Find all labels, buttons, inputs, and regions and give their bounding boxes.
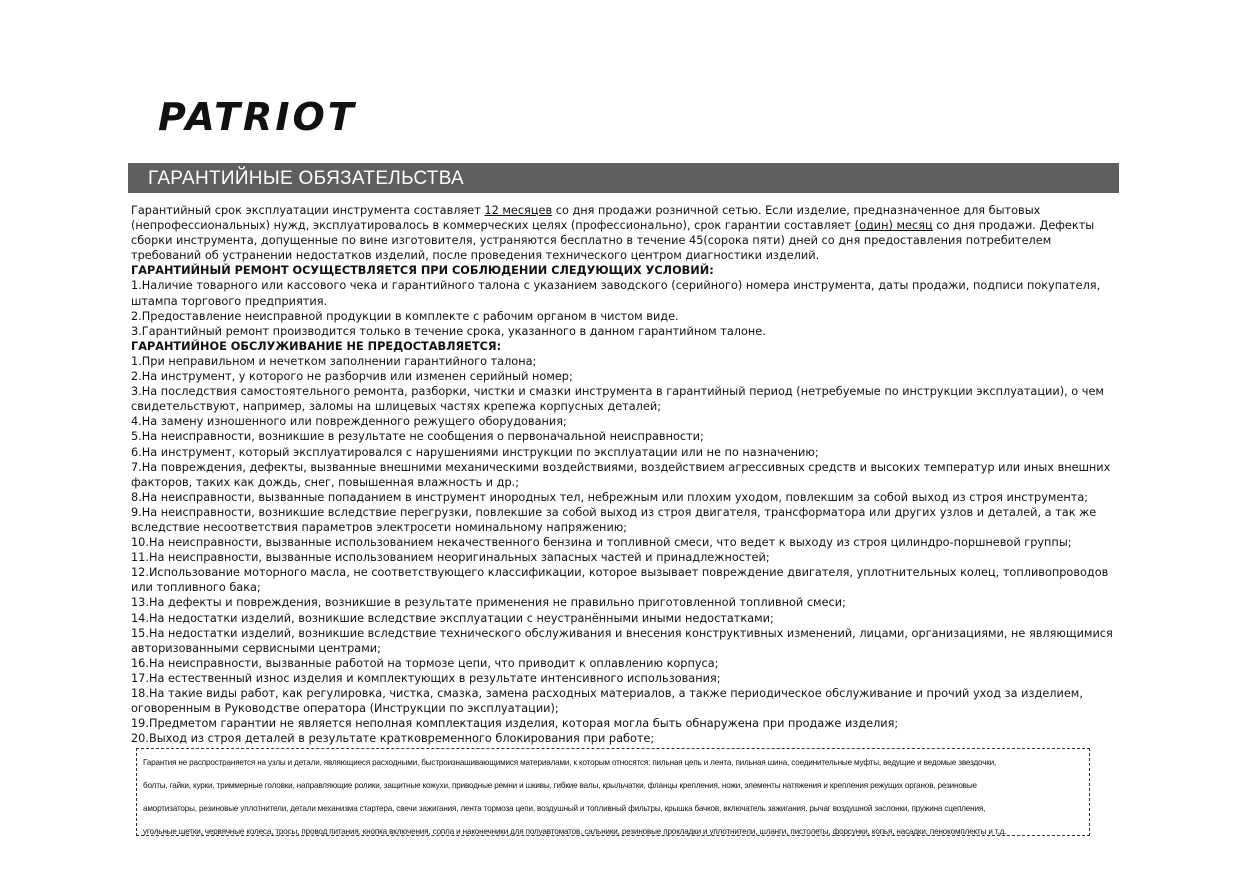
warranty-text [131,203,1121,746]
exclusion-item: 19.Предметом гарантии не является неполная комплектация изделия, которая могла быть обнаружена при продаже изделия; [131,717,899,731]
note-line: Гарантия не распространяется на узлы и детали, являющиеся расходными, быстроизнашивающимися материалами, к которым относятся: пильная цепь и лента, пильная шина, соединительные муфты, ведущие и ведомые звездочки, [143,758,997,767]
exclusion-item: 14.На недостатки изделий, возникшие вследствие эксплуатации с неустранёнными иными недостатками; [131,611,774,625]
intro-part2: со дня продажи розничной сетью. Если изделие, предназначенное для бытовых (непрофессиональных) нужд, эксплуатировалось в коммерческих целях (профессионально), срок гарантии составляет [131,204,1041,233]
exclusion-item: 13.На дефекты и повреждения, возникшие в результате применения не правильно приготовленной топливной смеси; [131,596,846,610]
exclusion-item: 18.На такие виды работ, как регулировка, чистка, смазка, замена расходных материалов, а также периодическое обслуживание и прочий уход за изделием, оговоренным в Руководстве оператора (Инструкции по эксплуатации); [131,687,1083,716]
note-line: болты, гайки, курки, триммерные головки, направляющие ролики, защитные кожухи, приводные ремни и шкивы, гибкие валы, крыльчатки, фланцы крепления, ножи, элементы натяжения и крепления режущих органов, резиновые [143,781,977,790]
exclusion-item: 10.На неисправности, вызванные использованием некачественного бензина и топливной смеси, что ведет к выходу из строя цилиндро-поршневой группы; [131,536,1072,550]
exclusion-item: 1.При неправильном и нечетком заполнении гарантийного талона; [131,354,537,368]
commercial-term: (один) месяц [854,219,933,233]
condition-item: 3.Гарантийный ремонт производится только в течение срока, указанного в данном гарантийном талоне. [131,324,766,338]
intro-part1: Гарантийный срок эксплуатации инструмента составляет [131,204,485,217]
consumables-note-box [136,748,1090,836]
exclusion-item: 11.На неисправности, вызванные использованием неоригинальных запасных частей и принадлежностей; [131,551,770,565]
section-title: ГАРАНТИЙНЫЕ ОБЯЗАТЕЛЬСТВА [148,168,465,189]
exclusion-item: 16.На неисправности, вызванные работой на тормозе цепи, что приводит к оплавлению корпуса; [131,656,719,670]
exclusion-item: 12.Использование моторного масла, не соответствующего классификации, которое вызывает повреждение двигателя, уплотнительных колец, топливопроводов или топливного бака; [131,566,1109,595]
exclusion-item: 15.На недостатки изделий, возникшие вследствие технического обслуживания и внесения конструктивных изменений, лицами, организациями, не являющимися авторизованными сервисными центрами; [131,626,1113,655]
exclusions-heading: ГАРАНТИЙНОЕ ОБСЛУЖИВАНИЕ НЕ ПРЕДОСТАВЛЯЕТСЯ: [131,339,502,353]
exclusion-item: 17.На естественный износ изделия и комплектующих в результате интенсивного использования; [131,671,721,685]
intro-paragraph [131,203,1121,263]
section-title-bar [128,163,1119,193]
exclusion-item: 5.На неисправности, возникшие в результате не сообщения о первоначальной неисправности; [131,430,704,444]
exclusion-item: 3.На последствия самостоятельного ремонта, разборки, чистки и смазки инструмента в гарантийный период (нетребуемые по инструкции эксплуатации), о чем свидетельствуют, например, заломы на шлицевых частях крепежа корпусных деталей; [131,385,1104,414]
exclusion-item: 4.На замену изношенного или поврежденного режущего оборудования; [131,415,567,429]
note-line: амортизаторы, резиновые уплотнители, детали механизма стартера, свечи зажигания, лента тормоза цепи, воздушный и топливный фильтры, крышка бачков, включатель зажигания, рычаг воздушной заслонки, пружина сцепления, [143,804,986,813]
exclusion-item: 9.На неисправности, возникшие вследствие перегрузки, повлекшие за собой выход из строя двигателя, трансформатора или других узлов и деталей, а так же вследствие несоответствия параметров электросети номинальному напряжению; [131,505,1097,534]
exclusion-item: 7.На повреждения, дефекты, вызванные внешними механическими воздействиями, воздействием агрессивных средств и высоких температур или иных внешних факторов, таких как дождь, снег, повышенная влажность и др.; [131,460,1111,489]
exclusion-item: 2.На инструмент, у которого не разборчив или изменен серийный номер; [131,370,573,384]
condition-item: 1.Наличие товарного или кассового чека и гарантийного талона с указанием заводского (серийного) номера инструмента, даты продажи, подписи покупателя, штампа торгового предприятия. [131,279,1101,308]
warranty-term: 12 месяцев [484,204,553,217]
exclusion-item: 8.На неисправности, вызванные попаданием в инструмент инородных тел, небрежным или плохим уходом, повлекшим за собой выход из строя инструмента; [131,490,1089,504]
exclusion-item: 20.Выход из строя деталей в результате кратковременного блокирования при работе; [131,732,655,746]
patriot-logo: PATRIOT [158,95,357,139]
exclusion-item: 6.На инструмент, который эксплуатировался с нарушениями инструкции по эксплуатации или не по назначению; [131,445,819,459]
note-line: угольные щетки, червячные колеса, тросы, провод питания, кнопка включения, сопла и наконечники для полуавтоматов, сальники, резиновые прокладки и уплотнители, шланги, пистолеты, форсунки, копья, насадки, пенокомплекты и т.д. [143,827,1007,836]
intro-part3: со дня продажи. Дефекты сборки инструмента, допущенные по вине изготовителя, устраняются бесплатно в течение 45(сорока пяти) дней со дня предоставления потребителем требований об устранении недостатков изделий, после проведения технического центром диагностики изделий. [131,219,1095,263]
condition-item: 2.Предоставление неисправной продукции в комплекте с рабочим органом в чистом виде. [131,309,679,323]
conditions-heading: ГАРАНТИЙНЫЙ РЕМОНТ ОСУЩЕСТВЛЯЕТСЯ ПРИ СОБЛЮДЕНИИ СЛЕДУЮЩИХ УСЛОВИЙ: [131,264,714,278]
